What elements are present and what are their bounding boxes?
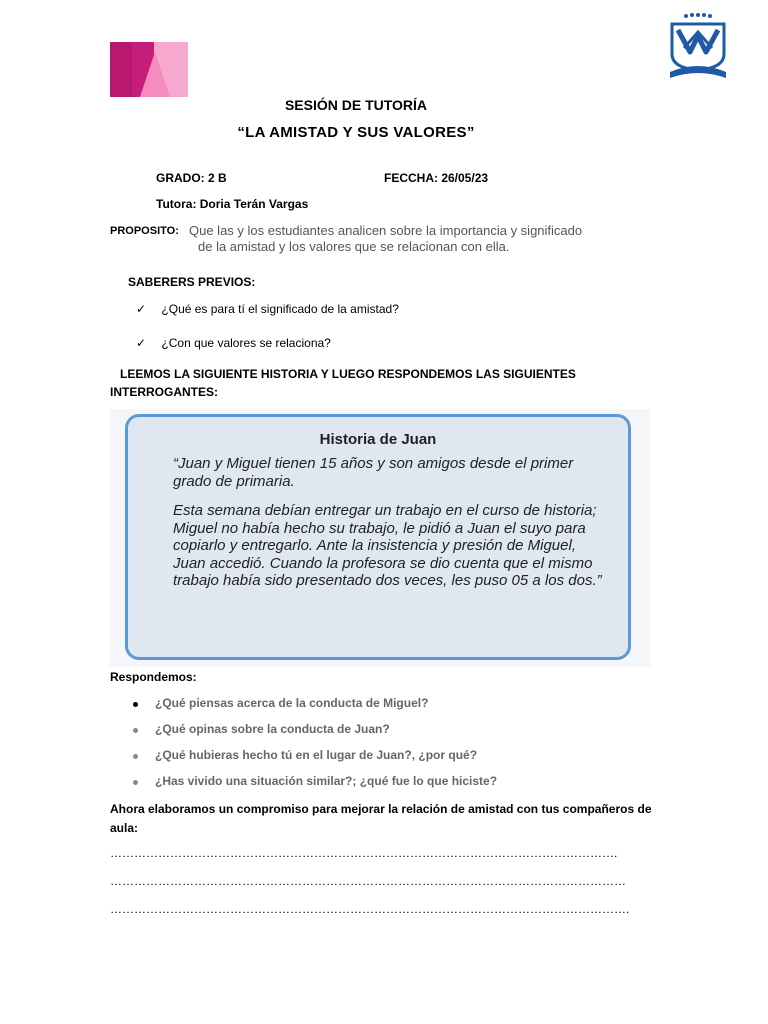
- saberes-item-text: ¿Qué es para tí el significado de la amistad?: [161, 302, 399, 316]
- question-item: [130, 748, 630, 774]
- instructions-line-1: LEEMOS LA SIGUIENTE HISTORIA Y LUEGO RESPONDEMOS LAS SIGUIENTES: [120, 367, 576, 381]
- story-title: Historia de Juan: [319, 431, 437, 448]
- story-box: [125, 414, 631, 660]
- bullet-icon: [133, 754, 138, 759]
- proposito-text: [189, 223, 669, 255]
- school-logo-left: [110, 42, 188, 97]
- question-item: [130, 722, 630, 748]
- story-image: [110, 409, 650, 667]
- story-paragraph-1: “Juan y Miguel tienen 15 años y son amigos desde el primer grado de primaria.: [173, 455, 574, 490]
- bullet-icon: [133, 728, 138, 733]
- question-item: [130, 774, 630, 800]
- question-text: ¿Has vivido una situación similar?; ¿qué fue lo que hiciste?: [155, 774, 498, 788]
- fecha-field: FECCHA: 26/05/23: [384, 171, 489, 185]
- question-text: ¿Qué hubieras hecho tú en el lugar de Juan?, ¿por qué?: [155, 748, 478, 762]
- saberes-item: [136, 336, 331, 350]
- answer-line[interactable]: …………………………………………………………………………………………………………………: [110, 874, 626, 888]
- check-icon: ✓: [136, 302, 147, 316]
- tutora-field: Tutora: Doria Terán Vargas: [156, 197, 309, 211]
- question-text: ¿Qué piensas acerca de la conducta de Miguel?: [155, 696, 429, 710]
- story-paragraph-2: Esta semana debían entregar un trabajo en el curso de historia; Miguel no había hecho su trabajo, le pidió a Juan el suyo para copiarlo y entregarlo. Ante la insistencia y presión de Miguel, Juan accedió. Cuando la profesora se dio cuenta que el mismo trabajo había sido presentado dos veces, les puso 05 a los dos.”: [173, 502, 602, 589]
- saberes-item-text: ¿Con que valores se relaciona?: [161, 336, 331, 350]
- bullet-icon: [133, 702, 138, 707]
- page-subtitle: “LA AMISTAD Y SUS VALORES”: [237, 124, 475, 141]
- question-text: ¿Qué opinas sobre la conducta de Juan?: [155, 722, 390, 736]
- question-item: [130, 696, 630, 722]
- answer-line[interactable]: ……………………………………………………………………………………………………………….: [110, 846, 618, 860]
- instructions-line-2: INTERROGANTES:: [110, 385, 218, 399]
- answer-line[interactable]: ………………………………………………………………………………………………………………….: [110, 902, 630, 916]
- saberes-item: [136, 302, 399, 316]
- saberes-previos-label: SABERERS PREVIOS:: [128, 275, 256, 289]
- school-crest-logo: [668, 12, 728, 80]
- proposito-label: PROPOSITO:: [110, 225, 179, 237]
- check-icon: ✓: [136, 336, 147, 350]
- respondemos-label: Respondemos:: [110, 670, 197, 684]
- proposito-line-1: Que las y los estudiantes analicen sobre la importancia y significado: [189, 223, 583, 238]
- instructions-heading: [110, 365, 580, 401]
- proposito-line-2: de la amistad y los valores que se relacionan con ella.: [198, 239, 510, 254]
- bullet-icon: [133, 780, 138, 785]
- question-list: [130, 696, 630, 800]
- grado-field: GRADO: 2 B: [156, 171, 227, 185]
- story-text: [173, 455, 608, 602]
- page-title: SESIÓN DE TUTORÍA: [284, 97, 428, 113]
- compromiso-text: Ahora elaboramos un compromiso para mejorar la relación de amistad con tus compañeros de aula:: [110, 802, 652, 835]
